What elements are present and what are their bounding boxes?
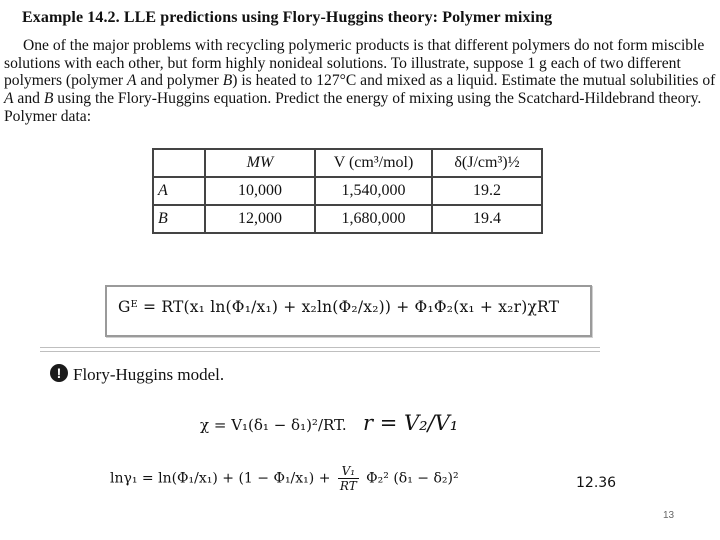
problem-statement bbox=[4, 37, 718, 126]
equation-left: lnγ₁ = ln(Φ₁/x₁) + (1 − Φ₁/x₁) + bbox=[110, 470, 331, 487]
example-title: Example 14.2. LLE predictions using Flory-Huggins theory: Polymer mixing bbox=[22, 9, 553, 26]
problem-text-5: using the Flory-Huggins equation. Predict the energy of mixing using the Scatchard-Hildebrand theory. Polymer data: bbox=[4, 90, 702, 125]
chi-equation: χ = V₁(δ₁ − δ₁)²/RT. bbox=[200, 416, 347, 434]
equation-fraction bbox=[338, 464, 359, 493]
activity-coefficient-equation bbox=[110, 464, 459, 493]
fraction-numerator: V₁ bbox=[338, 464, 359, 479]
fraction-denominator: RT bbox=[339, 479, 357, 493]
page-number: 13 bbox=[663, 510, 675, 521]
problem-text-1: One of the major problems with recycling polymeric products is that different polymers do not form miscible solutions with each other, but form highly nonideal solutions. To illustrate, suppose 1 g each of two different polymers (polymer bbox=[4, 37, 705, 90]
divider bbox=[40, 351, 600, 352]
polymer-data-table bbox=[152, 148, 543, 234]
polymer-a-label: A bbox=[4, 90, 14, 108]
table-header-volume: V (cm³/mol) bbox=[315, 149, 432, 177]
equation-number: 12.36 bbox=[576, 475, 617, 491]
equation-right: Φ₂² (δ₁ − δ₂)² bbox=[366, 470, 459, 487]
table-cell: B bbox=[153, 205, 205, 233]
table-cell: 1,540,000 bbox=[315, 177, 432, 205]
table-header-cell bbox=[153, 149, 205, 177]
table-cell: 19.2 bbox=[432, 177, 542, 205]
problem-text-3: ) is heated to 127°C and mixed as a liquid. Estimate the mutual solubilities of bbox=[232, 72, 716, 90]
divider bbox=[40, 347, 600, 348]
problem-text-4: and bbox=[13, 90, 44, 108]
exclamation-icon: ! bbox=[50, 364, 68, 382]
problem-text-2: and polymer bbox=[136, 72, 223, 90]
table-cell: A bbox=[153, 177, 205, 205]
table-cell: 19.4 bbox=[432, 205, 542, 233]
r-equation: r = V₂/V₁ bbox=[363, 411, 459, 435]
table-header-row bbox=[153, 149, 542, 177]
table-cell: 12,000 bbox=[205, 205, 315, 233]
model-label: Flory-Huggins model. bbox=[73, 365, 225, 384]
excess-gibbs-equation: Gᴱ = RT(x₁ ln(Φ₁/x₁) + x₂ln(Φ₂/x₂)) + Φ₁Φ₂(x₁ + x₂r)χRT bbox=[118, 298, 560, 316]
table-row bbox=[153, 177, 542, 205]
polymer-b-label: B bbox=[43, 90, 54, 108]
table-cell: 10,000 bbox=[205, 177, 315, 205]
polymer-a-label: A bbox=[127, 72, 137, 90]
table-header-mw: MW bbox=[205, 149, 315, 177]
table-row bbox=[153, 205, 542, 233]
table-header-delta: δ(J/cm³)½ bbox=[432, 149, 542, 177]
table-cell: 1,680,000 bbox=[315, 205, 432, 233]
polymer-b-label: B bbox=[222, 72, 233, 90]
